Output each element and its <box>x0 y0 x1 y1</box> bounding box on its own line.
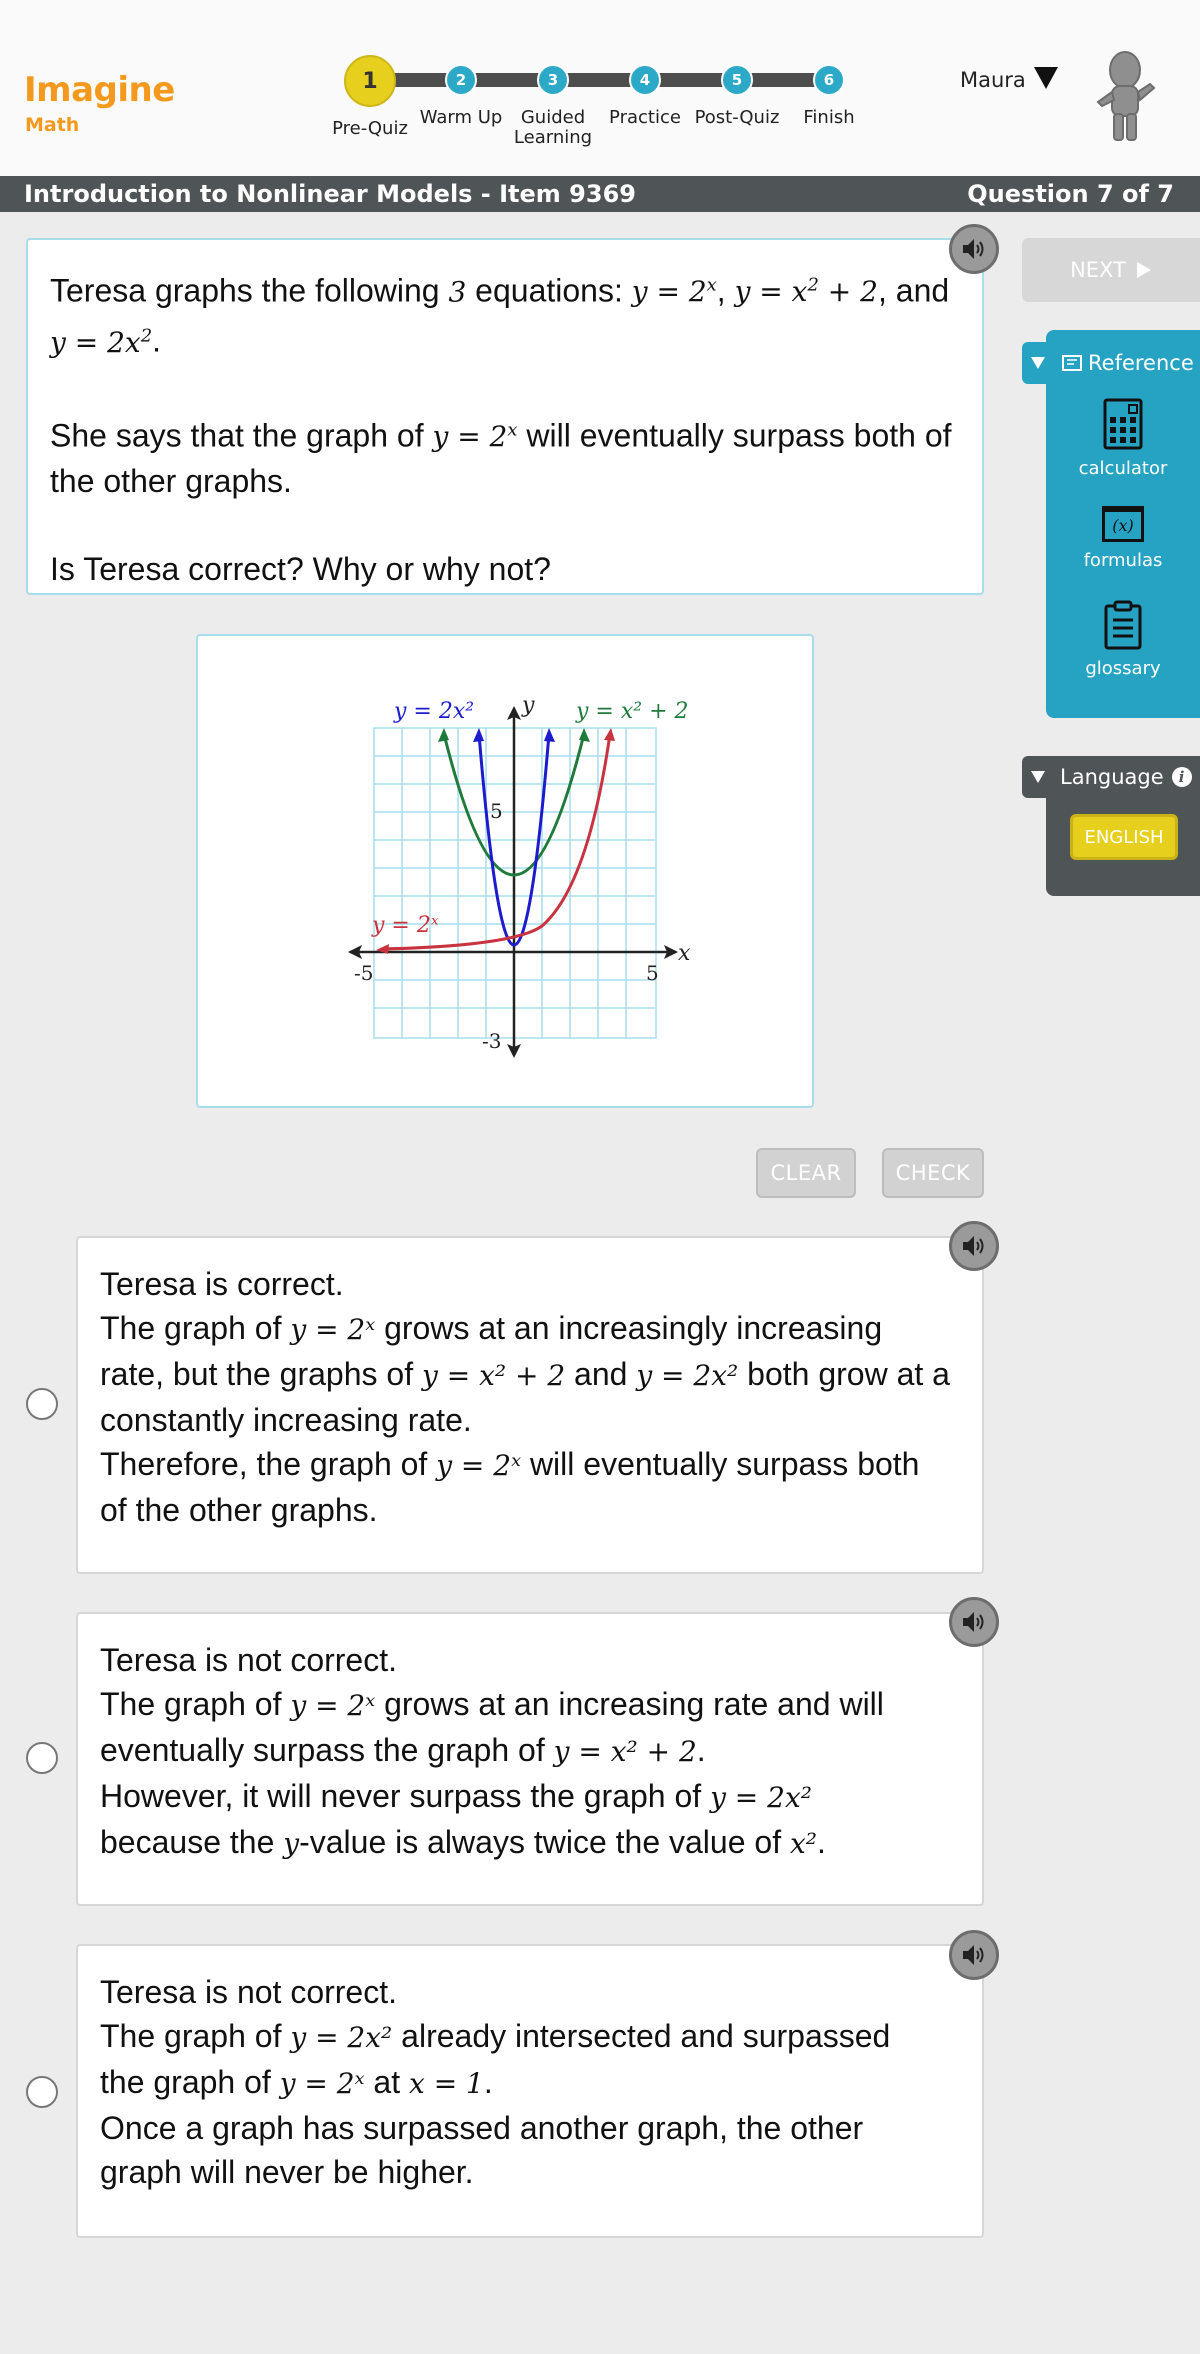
reference-tab-label: Reference <box>1088 351 1194 375</box>
question-prompt: Is Teresa correct? Why or why not? <box>50 550 551 587</box>
step-5-label: Post-Quiz <box>694 107 780 128</box>
step-2-label: Warm Up <box>419 107 503 128</box>
clear-button[interactable]: CLEAR <box>756 1148 856 1198</box>
label-x-axis: x <box>678 941 691 966</box>
play-arrow-icon <box>1136 261 1152 279</box>
question-card <box>26 238 984 595</box>
step-1-dot[interactable]: 1 <box>344 55 396 107</box>
answer-3-text: Teresa is not correct. The graph of y = 2x² already intersected and surpassed the graph of y = 2ˣ at x = 1. Once a graph has surpassed another graph, the other graph will never be higher. <box>100 1974 891 2190</box>
question-counter: Question 7 of 7 <box>967 180 1174 208</box>
tick-x-neg5: -5 <box>354 961 374 985</box>
step-3-dot[interactable]: 3 <box>537 64 569 96</box>
language-tab[interactable] <box>1022 756 1200 798</box>
answer-1-text: Teresa is correct. The graph of y = 2ˣ grows at an increasingly increasing rate, but the graphs of y = x² + 2 and y = 2x² both grow at a constantly increasing rate. Therefore, the graph of y = 2ˣ will eventually surpass both of the other graphs. <box>100 1266 950 1528</box>
label-x2-plus-2: y = x² + 2 <box>576 699 689 724</box>
step-6-label: Finish <box>803 107 855 128</box>
step-2-dot[interactable]: 2 <box>445 64 477 96</box>
answer-1-card[interactable] <box>76 1236 984 1574</box>
reference-tab[interactable] <box>1022 342 1200 384</box>
label-2x2: y = 2x² <box>394 699 475 724</box>
speaker-icon <box>961 237 987 261</box>
graph-card <box>196 634 814 1108</box>
answer-2-text: Teresa is not correct. The graph of y = 2ˣ grows at an increasing rate and will eventually surpass the graph of y = x² + 2. However, it will never surpass the graph of y = 2x² because the y-value is always twice the value of x². <box>100 1642 884 1860</box>
label-2x: y = 2ˣ <box>372 913 439 938</box>
answer-3-audio-button[interactable] <box>949 1930 999 1980</box>
answer-2-audio-button[interactable] <box>949 1597 999 1647</box>
lesson-title: Introduction to Nonlinear Models - Item 9369 <box>24 180 636 208</box>
next-button[interactable] <box>1022 238 1200 302</box>
step-3-label: Guided Learning <box>513 107 593 148</box>
title-bar <box>0 176 1200 212</box>
user-menu-caret-icon[interactable] <box>1034 67 1058 89</box>
calculator-label: calculator <box>1078 458 1168 479</box>
glossary-label: glossary <box>1085 658 1161 679</box>
label-y-axis: y <box>522 693 535 718</box>
collapse-triangle-icon <box>1030 356 1046 370</box>
clipboard-icon <box>1103 600 1143 650</box>
top-bar <box>0 0 1200 176</box>
answer-3-radio[interactable] <box>26 2076 58 2108</box>
info-icon[interactable]: i <box>1172 767 1192 787</box>
formulas-label: formulas <box>1083 550 1163 571</box>
tick-y-5: 5 <box>490 799 503 823</box>
graph-axes <box>350 710 676 1054</box>
speaker-icon <box>961 1610 987 1634</box>
step-4-label: Practice <box>609 107 681 128</box>
progress-track <box>370 73 830 87</box>
logo-title: Imagine <box>24 70 175 110</box>
check-button[interactable]: CHECK <box>882 1148 984 1198</box>
answer-1-audio-button[interactable] <box>949 1221 999 1271</box>
graph <box>198 636 812 1106</box>
step-1-label: Pre-Quiz <box>332 118 408 139</box>
english-button[interactable]: ENGLISH <box>1070 814 1178 860</box>
speaker-icon <box>961 1943 987 1967</box>
next-label: NEXT <box>1070 258 1126 282</box>
answer-1-radio[interactable] <box>26 1388 58 1420</box>
question-text: Teresa graphs the following 3 equations: $y = 2^x$, $y = x^2 + 2$, and $y = 2x^2$. She says that the graph of $y = 2^x$ will eventually surpass both of the other graphs. Is Teresa correct? Why or why not? <box>50 264 970 591</box>
collapse-triangle-icon <box>1030 770 1046 784</box>
answer-3-card[interactable] <box>76 1944 984 2238</box>
glossary-tool[interactable] <box>1046 600 1200 679</box>
formulas-icon: (x) <box>1102 506 1144 542</box>
reference-book-icon <box>1062 355 1082 371</box>
avatar[interactable] <box>1090 50 1160 142</box>
step-6-dot[interactable]: 6 <box>813 64 845 96</box>
question-audio-button[interactable] <box>949 224 999 274</box>
language-tab-label: Language <box>1060 765 1164 789</box>
speaker-icon <box>961 1234 987 1258</box>
calculator-icon <box>1103 398 1143 450</box>
formulas-tool[interactable] <box>1046 506 1200 571</box>
answer-2-card[interactable] <box>76 1612 984 1906</box>
tick-y-neg3: -3 <box>482 1029 502 1053</box>
answer-2-radio[interactable] <box>26 1742 58 1774</box>
calculator-tool[interactable] <box>1046 398 1200 479</box>
tick-x-5: 5 <box>646 961 659 985</box>
user-name[interactable]: Maura <box>960 68 1026 92</box>
step-5-dot[interactable]: 5 <box>721 64 753 96</box>
step-4-dot[interactable]: 4 <box>629 64 661 96</box>
logo-subtitle: Math <box>25 114 80 136</box>
